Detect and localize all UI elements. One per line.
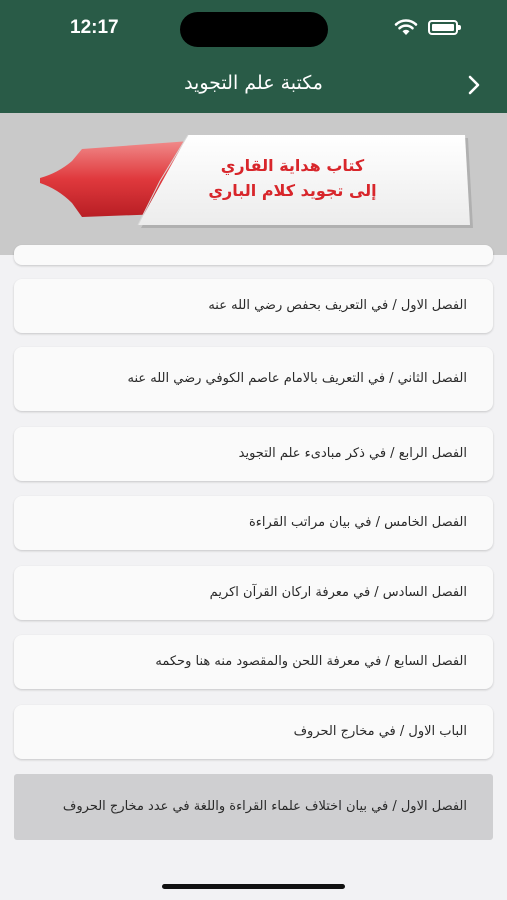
list-item[interactable] — [14, 279, 493, 333]
list-item[interactable] — [14, 705, 493, 759]
list-item-label: الفصل الرابع / في ذكر مبادىء علم التجويد — [238, 446, 467, 461]
list-item-partial[interactable] — [14, 245, 493, 265]
list-item[interactable] — [14, 427, 493, 481]
list-item-selected[interactable] — [14, 774, 493, 840]
page-title: مكتبة علم التجويد — [184, 72, 323, 94]
dynamic-island — [180, 12, 328, 47]
list-item[interactable] — [14, 635, 493, 689]
list-item-label: الفصل السابع / في معرفة اللحن والمقصود منه هنا وحكمه — [155, 654, 467, 669]
list-item[interactable] — [14, 566, 493, 620]
list-item-label: الفصل السادس / في معرفة اركان القرآن اكريم — [209, 585, 467, 600]
status-time: 12:17 — [70, 17, 119, 38]
list-item-label: الفصل الاول / في التعريف بحفص رضي الله عنه — [208, 298, 467, 313]
list-item[interactable] — [14, 347, 493, 411]
wifi-icon — [394, 18, 418, 36]
list-item-label: الفصل الثاني / في التعريف بالامام عاصم الكوفي رضي الله عنه — [127, 371, 467, 386]
book-banner — [0, 113, 507, 255]
banner-title-line1: كتاب هداية القاري — [220, 156, 365, 175]
list-item-label: الفصل الخامس / في بيان مراتب القراءة — [249, 515, 467, 530]
navigation-header — [0, 0, 507, 113]
list-item-label: الفصل الاول / في بيان اختلاف علماء القراءة واللغة في عدد مخارج الحروف — [62, 799, 467, 814]
home-indicator — [162, 884, 345, 889]
list-item[interactable] — [14, 496, 493, 550]
chevron-right-icon[interactable] — [462, 70, 486, 100]
banner-title-line2: إلى تجويد كلام الباري — [208, 181, 377, 200]
list-item-label: الباب الاول / في مخارج الحروف — [293, 724, 467, 739]
battery-icon — [428, 20, 458, 35]
